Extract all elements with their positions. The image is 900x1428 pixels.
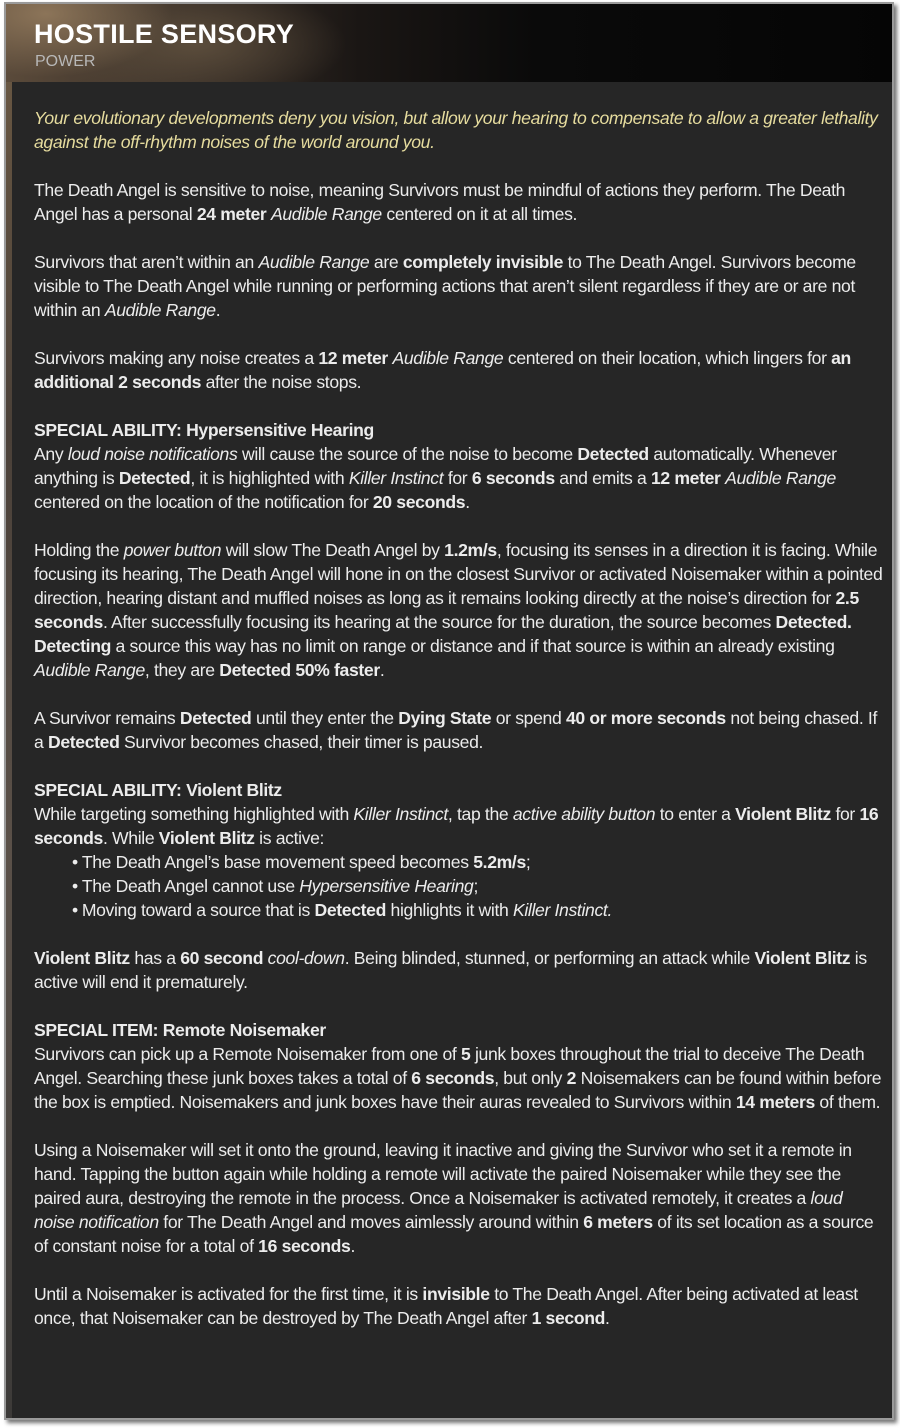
section-hypersensitive-hearing: SPECIAL ABILITY: Hypersensitive Hearing Any loud noise notifications will cause the source of the noise to become Detected automatically. Whenever anything is Detected, it is highlighted with Killer Instinct for 6 seconds and emits a 12 meter Audible Range centered on the location of the notification for 20 seconds. bbox=[34, 420, 837, 512]
paragraph-personal-range: The Death Angel is sensitive to noise, meaning Survivors must be mindful of actions they perform. The Death Angel has a personal 24 meter Audible Range centered on it at all times. bbox=[34, 180, 846, 224]
paragraph-noisemaker-visibility: Until a Noisemaker is activated for the first time, it is invisible to The Death Angel. After being activated at least once, that Noisemaker can be destroyed by The Death Angel after 1 second. bbox=[34, 1284, 858, 1328]
paragraph-cooldown: Violent Blitz has a 60 second cool-down. Being blinded, stunned, or performing an attack while Violent Blitz is active will end it prematurely. bbox=[34, 948, 867, 992]
section-violent-blitz: SPECIAL ABILITY: Violent Blitz While targeting something highlighted with Killer Instinct, tap the active ability button to enter a Violent Blitz for 16 seconds. While Violent Blitz is active: • The Death Angel’s base movement speed becomes 5.2m/s; • The Death Angel cannot use Hypersensitive Hearing; • Moving toward a source that is Detected highlights it with Killer Instinct. bbox=[34, 778, 884, 922]
section-heading: SPECIAL ABILITY: Violent Blitz bbox=[34, 780, 282, 800]
card-edge-art bbox=[6, 4, 12, 1418]
list-item: • The Death Angel cannot use Hypersensitive Hearing; bbox=[72, 874, 884, 898]
power-type-label: POWER bbox=[35, 53, 96, 70]
power-description bbox=[34, 106, 884, 1354]
blitz-effects-list bbox=[34, 850, 884, 922]
card-header bbox=[6, 4, 892, 82]
section-heading: SPECIAL ABILITY: Hypersensitive Hearing bbox=[34, 420, 374, 440]
power-title: HOSTILE SENSORY bbox=[34, 19, 295, 49]
section-remote-noisemaker: SPECIAL ITEM: Remote Noisemaker Survivors can pick up a Remote Noisemaker from one of 5 junk boxes throughout the trial to deceive The Death Angel. Searching these junk boxes takes a total of 6 seconds, but only 2 Noisemakers can be found within before the box is emptied. Noisemakers and junk boxes have their auras revealed to Survivors within 14 meters of them. bbox=[34, 1020, 882, 1112]
flavor-text: Your evolutionary developments deny you vision, but allow your hearing to compensate to allow a greater lethality against the off-rhythm noises of the world around you. bbox=[34, 108, 878, 152]
list-item: • The Death Angel’s base movement speed becomes 5.2m/s; bbox=[72, 850, 884, 874]
paragraph-power-button: Holding the power button will slow The Death Angel by 1.2m/s, focusing its senses in a direction it is facing. While focusing its hearing, The Death Angel will hone in on the closest Survivor or activated Noisemaker within a pointed direction, hearing distant and muffled noises as long as it remains looking directly at the noise’s direction for 2.5 seconds. After successfully focusing its hearing at the source for the duration, the source becomes Detected. Detecting a source this way has no limit on range or distance and if that source is within an already existing Audible Range, they are Detected 50% faster. bbox=[34, 540, 883, 680]
paragraph-invisibility: Survivors that aren’t within an Audible Range are completely invisible to The Death Angel. Survivors become visible to The Death Angel while running or performing actions that aren’t silent regardless if they are or are not within an Audible Range. bbox=[34, 252, 856, 320]
paragraph-noisemaker-usage: Using a Noisemaker will set it onto the ground, leaving it inactive and giving the Survivor who set it a remote in hand. Tapping the button again while holding a remote will activate the paired Noisemaker while they see the paired aura, destroying the remote in the process. Once a Noisemaker is activated remotely, it creates a loud noise notification for The Death Angel and moves aimlessly around within 6 meters of its set location as a source of constant noise for a total of 16 seconds. bbox=[34, 1140, 874, 1256]
paragraph-survivor-noise: Survivors making any noise creates a 12 meter Audible Range centered on their location, which lingers for an additional 2 seconds after the noise stops. bbox=[34, 348, 851, 392]
list-item: • Moving toward a source that is Detected highlights it with Killer Instinct. bbox=[72, 898, 884, 922]
paragraph-detected-duration: A Survivor remains Detected until they enter the Dying State or spend 40 or more seconds not being chased. If a Detected Survivor becomes chased, their timer is paused. bbox=[34, 708, 877, 752]
section-heading: SPECIAL ITEM: Remote Noisemaker bbox=[34, 1020, 326, 1040]
power-card bbox=[4, 2, 894, 1420]
